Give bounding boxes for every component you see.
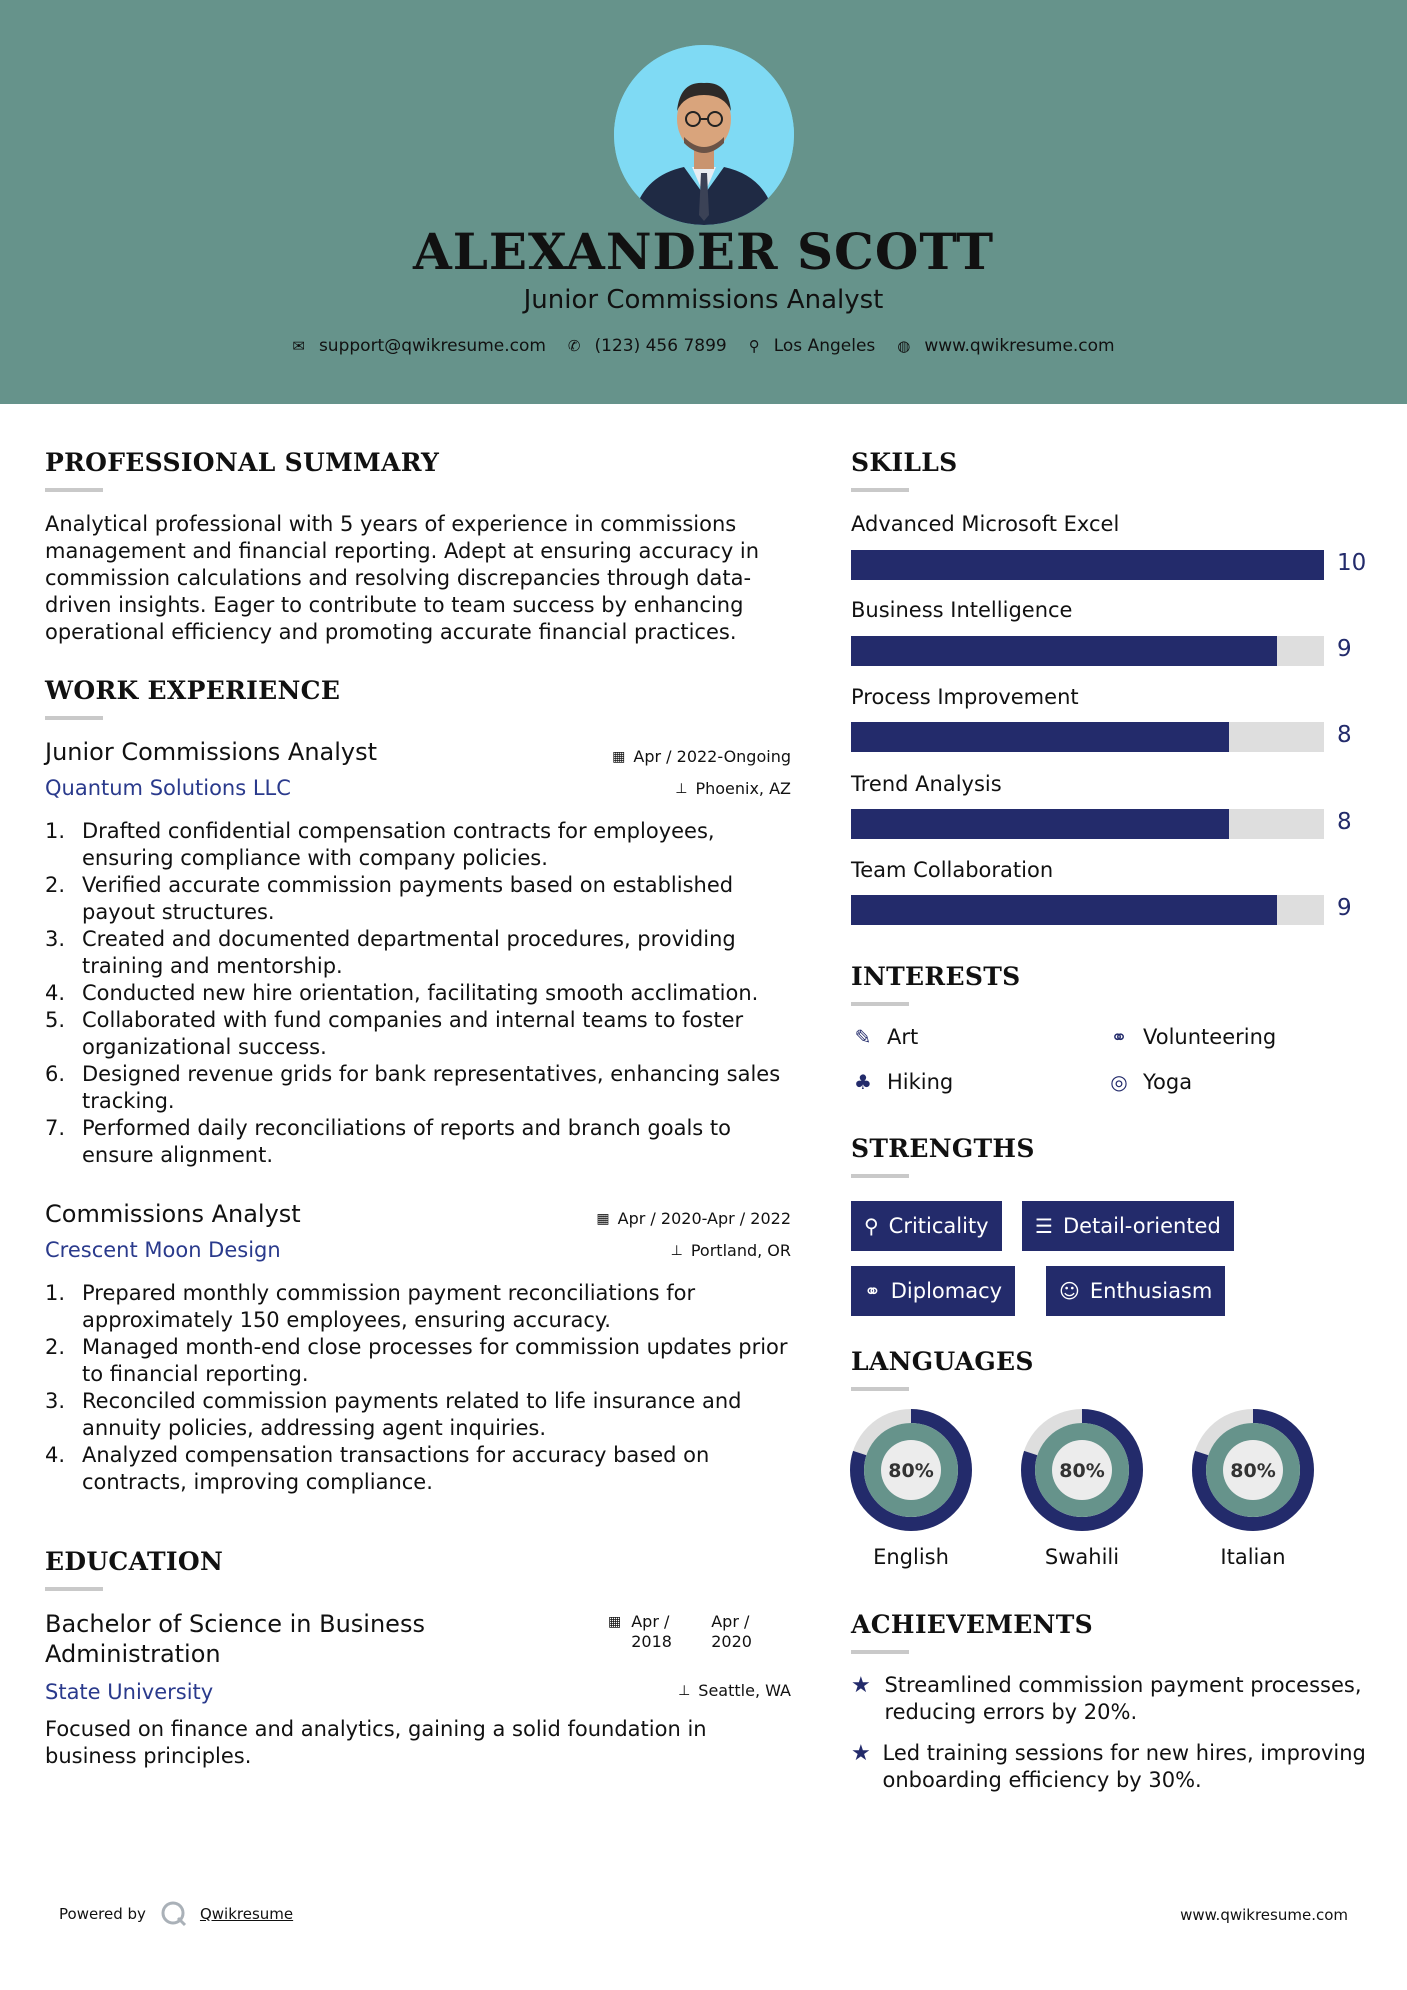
qwikresume-logo-icon (160, 1900, 188, 1928)
language-item (1021, 1409, 1143, 1569)
search-icon: ⚲ (864, 1214, 879, 1238)
job-dates: ▦ Apr / 2022-Ongoing (612, 747, 791, 766)
interests-heading: INTERESTS (851, 962, 1021, 991)
calendar-icon: ▦ (608, 1614, 622, 1630)
skill-name: Trend Analysis (851, 772, 1002, 796)
job-duties-list (45, 1280, 805, 1496)
star-award-icon: ★ (851, 1673, 871, 1698)
skill-level: 8 (1337, 809, 1352, 835)
list-item: 2. Verified accurate commission payments based on established payout structures. (45, 873, 734, 924)
strength-chip: ☰ Detail-oriented (1022, 1201, 1234, 1251)
envelope-icon: ✉ (292, 337, 305, 355)
candidate-title: Junior Commissions Analyst (523, 285, 884, 315)
skill-bar (851, 636, 1324, 666)
interest-item: ⚭ Volunteering (1107, 1025, 1276, 1049)
language-percent: 80% (888, 1460, 934, 1482)
achievements-heading: ACHIEVEMENTS (851, 1610, 1093, 1639)
contact-website[interactable]: ◍ www.qwikresume.com (897, 336, 1115, 356)
list-item: 2. Managed month-end close processes for commission updates prior to financial reporting. (45, 1335, 788, 1386)
degree-title: Bachelor of Science in Business Administration (45, 1610, 425, 1668)
contact-bar (0, 336, 1407, 356)
section-divider (45, 1587, 103, 1591)
pin-icon: ⊥ (675, 780, 688, 797)
language-progress-ring (1192, 1409, 1314, 1531)
footer-powered-by: Powered by Qwikresume (59, 1900, 293, 1928)
paintbrush-icon: ✎ (854, 1025, 872, 1049)
section-divider (851, 1387, 909, 1391)
star-award-icon: ★ (851, 1741, 871, 1766)
skill-level: 10 (1337, 550, 1367, 576)
languages-heading: LANGUAGES (851, 1347, 1034, 1376)
list-item: 4. Conducted new hire orientation, facilitating smooth acclimation. (45, 981, 759, 1005)
language-name: Italian (1220, 1545, 1286, 1569)
smile-icon: ☺ (1059, 1279, 1080, 1303)
education-heading: EDUCATION (45, 1547, 224, 1576)
education-description: Focused on finance and analytics, gaining a solid foundation in business principles. (45, 1717, 707, 1768)
skill-name: Advanced Microsoft Excel (851, 512, 1120, 536)
skill-bar (851, 550, 1324, 580)
strength-chip: ☺ Enthusiasm (1046, 1266, 1225, 1316)
list-icon: ☰ (1035, 1214, 1053, 1238)
language-item (850, 1409, 972, 1569)
calendar-icon: ▦ (612, 748, 626, 765)
calendar-icon: ▦ (596, 1210, 610, 1227)
language-name: Swahili (1044, 1545, 1120, 1569)
tree-icon: ♣ (854, 1070, 872, 1094)
resume-header (0, 0, 1407, 404)
skill-name: Business Intelligence (851, 598, 1073, 622)
lifebuoy-icon: ◎ (1110, 1070, 1128, 1094)
job-location: ⊥ Portland, OR (670, 1241, 791, 1260)
summary-text: Analytical professional with 5 years of experience in commissions management and financial reporting. Adept at ensuring accuracy in commission calculations and resolving discrepancies through data-driven insights. Eager to contribute to team success by enhancing operational efficiency and promoting accurate financial practices. (45, 512, 760, 644)
skill-bar-fill (851, 550, 1324, 580)
footer-website[interactable]: www.qwikresume.com (1180, 1906, 1348, 1924)
job-title: Commissions Analyst (45, 1200, 301, 1228)
skill-bar-fill (851, 722, 1229, 752)
skill-name: Process Improvement (851, 685, 1079, 709)
skill-bar (851, 895, 1324, 925)
list-item: 1. Prepared monthly commission payment reconciliations for approximately 150 employees, ensuring accuracy. (45, 1281, 696, 1332)
strength-chip: ⚭ Diplomacy (851, 1266, 1015, 1316)
list-item: 1. Drafted confidential compensation contracts for employees, ensuring compliance with company policies. (45, 819, 715, 870)
language-item (1192, 1409, 1314, 1569)
list-item: 6. Designed revenue grids for bank representatives, enhancing sales tracking. (45, 1062, 781, 1113)
qwikresume-link[interactable]: Qwikresume (199, 1905, 294, 1923)
education-dates: ▦ Apr / 2018 Apr / 2020 (608, 1612, 752, 1651)
job-location: ⊥ Phoenix, AZ (675, 779, 791, 798)
candidate-name: ALEXANDER SCOTT (412, 222, 995, 281)
contact-phone[interactable]: ✆ (123) 456 7899 (567, 336, 727, 356)
phone-icon: ✆ (567, 337, 581, 355)
skills-heading: SKILLS (851, 448, 958, 477)
skill-bar-fill (851, 636, 1277, 666)
summary-heading: PROFESSIONAL SUMMARY (45, 448, 440, 477)
skill-level: 9 (1337, 895, 1352, 921)
skill-level: 8 (1337, 722, 1352, 748)
map-pin-icon: ⚲ (748, 337, 760, 355)
job-duties-list (45, 818, 805, 1169)
school-name: State University (45, 1680, 214, 1704)
pin-icon: ⊥ (678, 1682, 691, 1699)
contact-location: ⚲ Los Angeles (748, 336, 876, 356)
section-divider (45, 716, 103, 720)
interest-item: ♣ Hiking (851, 1070, 953, 1094)
section-divider (45, 488, 103, 492)
globe-icon: ◍ (897, 337, 911, 355)
skill-bar-fill (851, 809, 1229, 839)
strength-chip: ⚲ Criticality (851, 1201, 1002, 1251)
pin-icon: ⊥ (670, 1242, 683, 1259)
language-name: English (873, 1545, 949, 1569)
section-divider (851, 1650, 909, 1654)
job-dates: ▦ Apr / 2020-Apr / 2022 (596, 1209, 791, 1228)
achievement-item: ★ Led training sessions for new hires, improving onboarding efficiency by 30%. (851, 1741, 1366, 1792)
section-divider (851, 488, 909, 492)
list-item: 7. Performed daily reconciliations of reports and branch goals to ensure alignment. (45, 1116, 731, 1167)
section-divider (851, 1174, 909, 1178)
contact-email[interactable]: ✉ support@qwikresume.com (292, 336, 546, 356)
language-percent: 80% (1059, 1460, 1105, 1482)
skill-bar (851, 809, 1324, 839)
education-location: ⊥ Seattle, WA (678, 1681, 791, 1700)
handshake-icon: ⚭ (1110, 1025, 1128, 1049)
company-name: Crescent Moon Design (45, 1238, 281, 1262)
skill-level: 9 (1337, 636, 1352, 662)
language-percent: 80% (1230, 1460, 1276, 1482)
language-progress-ring (850, 1409, 972, 1531)
list-item: 3. Reconciled commission payments related to life insurance and annuity policies, addressing agent inquiries. (45, 1389, 742, 1440)
list-item: 4. Analyzed compensation transactions for accuracy based on contracts, improving compliance. (45, 1443, 710, 1494)
profile-photo (614, 45, 794, 225)
job-title: Junior Commissions Analyst (45, 738, 378, 766)
interest-item: ◎ Yoga (1107, 1070, 1192, 1094)
skill-bar-fill (851, 895, 1277, 925)
handshake-icon: ⚭ (864, 1279, 881, 1303)
language-progress-ring (1021, 1409, 1143, 1531)
interest-item: ✎ Art (851, 1025, 918, 1049)
skill-name: Team Collaboration (851, 858, 1054, 882)
list-item: 3. Created and documented departmental procedures, providing training and mentorship. (45, 927, 736, 978)
company-name: Quantum Solutions LLC (45, 776, 291, 800)
strengths-heading: STRENGTHS (851, 1134, 1035, 1163)
skill-bar (851, 722, 1324, 752)
achievement-item: ★ Streamlined commission payment processes, reducing errors by 20%. (851, 1673, 1362, 1724)
section-divider (851, 1002, 909, 1006)
experience-heading: WORK EXPERIENCE (45, 676, 341, 705)
list-item: 5. Collaborated with fund companies and internal teams to foster organizational success. (45, 1008, 744, 1059)
